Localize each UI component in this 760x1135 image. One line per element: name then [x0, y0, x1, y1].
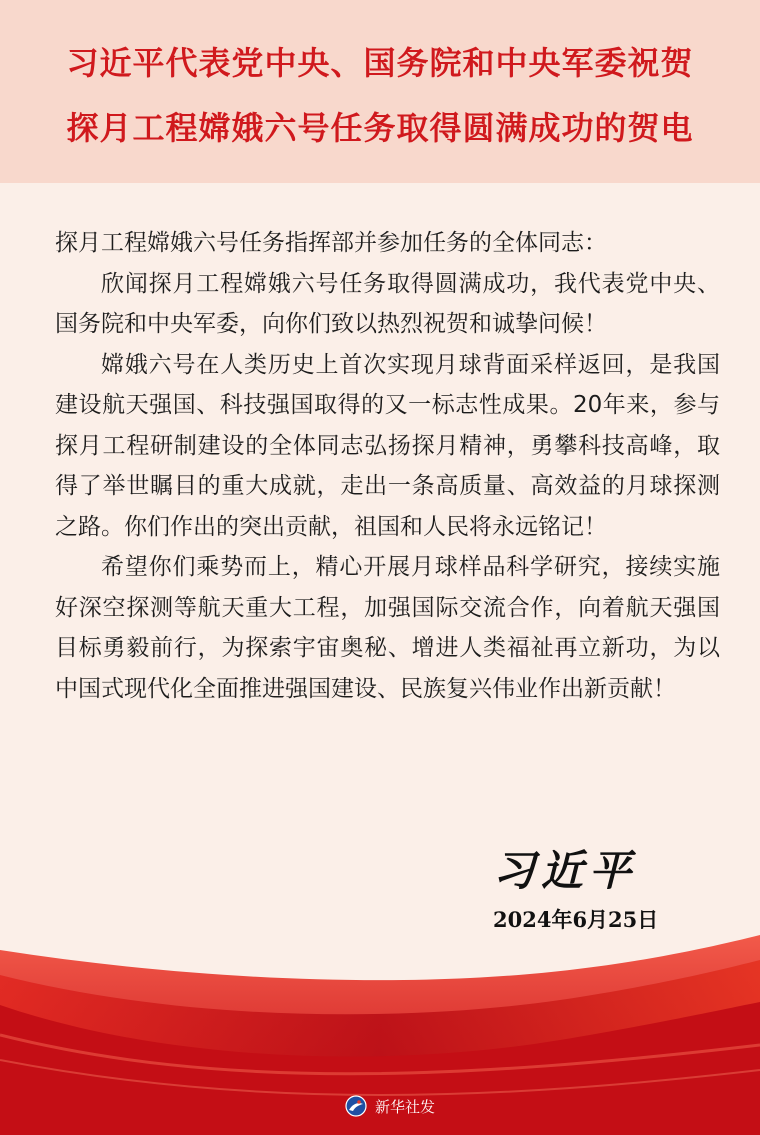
agency-name: 新华社发 — [375, 1097, 436, 1116]
salutation: 探月工程嫦娥六号任务指挥部并参加任务的全体同志： — [55, 230, 607, 256]
paragraph-1: 欣闻探月工程嫦娥六号任务取得圆满成功，我代表党中央、国务院和中央军委，向你们致以热烈祝贺和诚挚问候！ — [55, 270, 720, 337]
agency-credit — [345, 1093, 435, 1119]
title-line-1: 习近平代表党中央、国务院和中央军委祝贺 — [66, 44, 694, 82]
header-banner — [0, 0, 760, 183]
date: 2024年6月25日 — [493, 907, 659, 932]
letter-body — [55, 223, 720, 709]
signature: 习近平 — [493, 846, 638, 895]
title-line-2: 探月工程嫦娥六号任务取得圆满成功的贺电 — [66, 109, 694, 147]
paragraph-3: 希望你们乘势而上，精心开展月球样品科学研究，接续实施好深空探测等航天重大工程，加强国际交流合作，向着航天强国目标勇毅前行，为探索宇宙奥秘、增进人类福祉再立新功，为以中国式现代化全面推进强国建设、民族复兴伟业作出新贡献！ — [55, 554, 720, 702]
paragraph-2: 嫦娥六号在人类历史上首次实现月球背面采样返回，是我国建设航天强国、科技强国取得的又一标志性成果。20年来，参与探月工程研制建设的全体同志弘扬探月精神，勇攀科技高峰，取得了举世瞩目的重大成就，走出一条高质量、高效益的月球探测之路。你们作出的突出贡献，祖国和人民将永远铭记！ — [55, 351, 720, 540]
xinhua-logo-icon — [345, 1095, 367, 1117]
